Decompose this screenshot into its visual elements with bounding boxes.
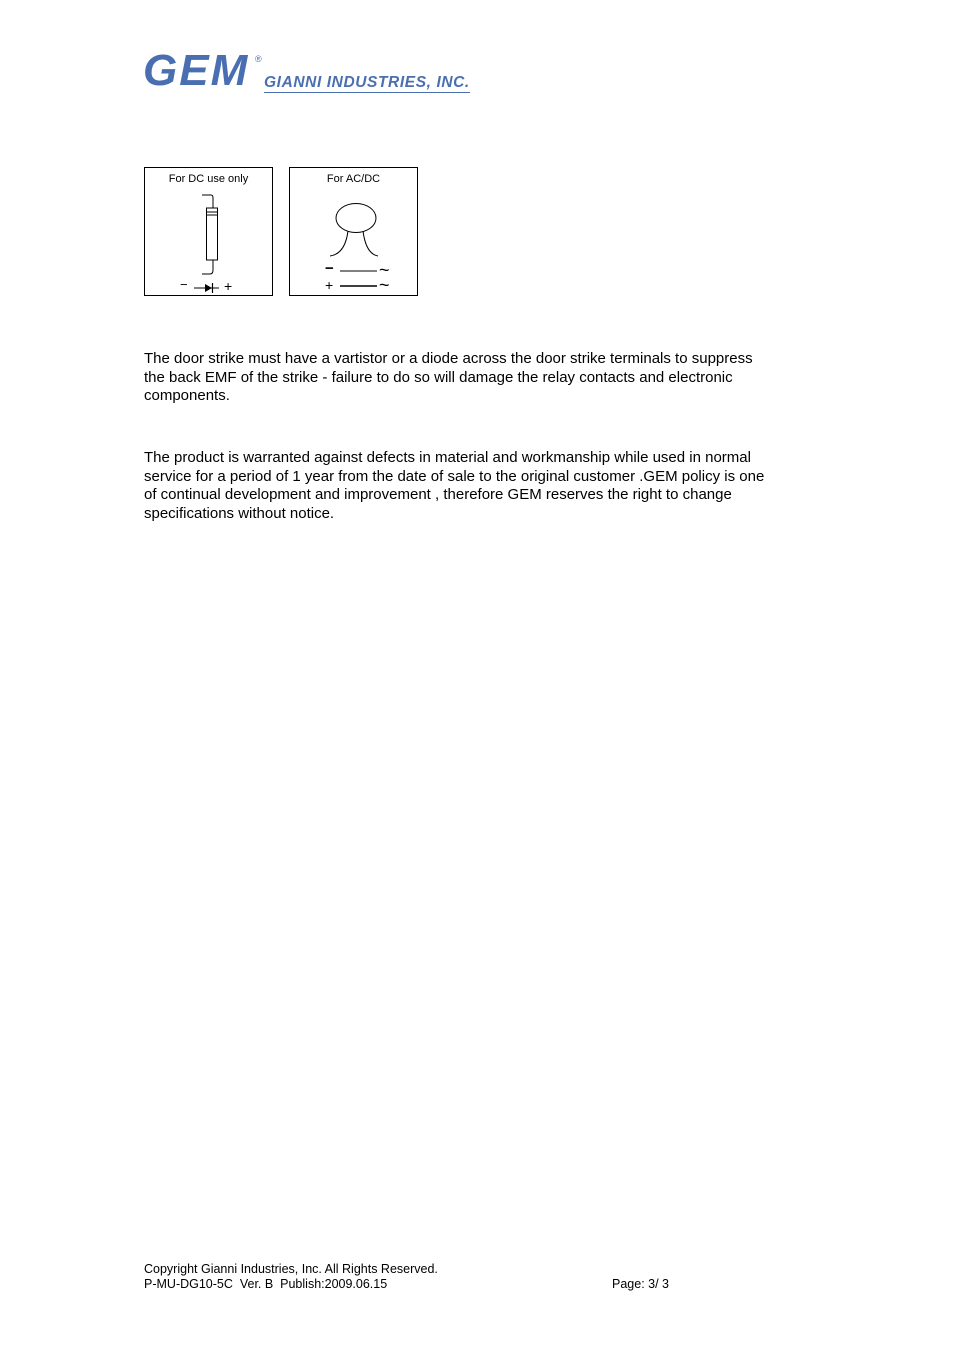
acdc-tilde-top: ~: [379, 260, 390, 280]
dc-diode-schematic: [145, 168, 274, 297]
suppression-warning-paragraph: The door strike must have a vartistor or a diode across the door strike terminals to suppress the back EMF of the strike - failure to do so will damage the relay contacts and electronic components.: [144, 350, 753, 405]
logo-company-name: GIANNI INDUSTRIES, INC.: [264, 74, 470, 91]
footer-document-info: P-MU-DG10-5C Ver. B Publish:2009.06.15: [144, 1277, 388, 1291]
acdc-varistor-diagram: [289, 167, 418, 296]
acdc-diagram-title: For AC/DC: [326, 173, 381, 185]
registered-mark: ®: [255, 54, 262, 64]
acdc-plus-label: +: [325, 277, 334, 293]
dc-diode-diagram: [144, 167, 273, 296]
dc-plus-label: +: [224, 278, 233, 294]
company-logo: [143, 46, 483, 96]
logo-mark: GEM: [143, 46, 250, 95]
acdc-minus-label: −: [325, 260, 334, 277]
warranty-paragraph: The product is warranted against defects in material and workmanship while used in normal service for a period of 1 year from the date of sale to the original customer .GEM policy is one of continual development and improvement , therefore GEM reserves the right to change specifications without notice.: [144, 449, 765, 522]
acdc-tilde-bottom: ~: [379, 275, 390, 295]
dc-minus-label: −: [180, 277, 188, 292]
footer-copyright: Copyright Gianni Industries, Inc. All Rights Reserved.: [144, 1262, 438, 1276]
varistor-schematic: [290, 168, 419, 297]
dc-diagram-title: For DC use only: [168, 173, 249, 185]
footer-page-number: Page: 3/ 3: [612, 1277, 669, 1291]
